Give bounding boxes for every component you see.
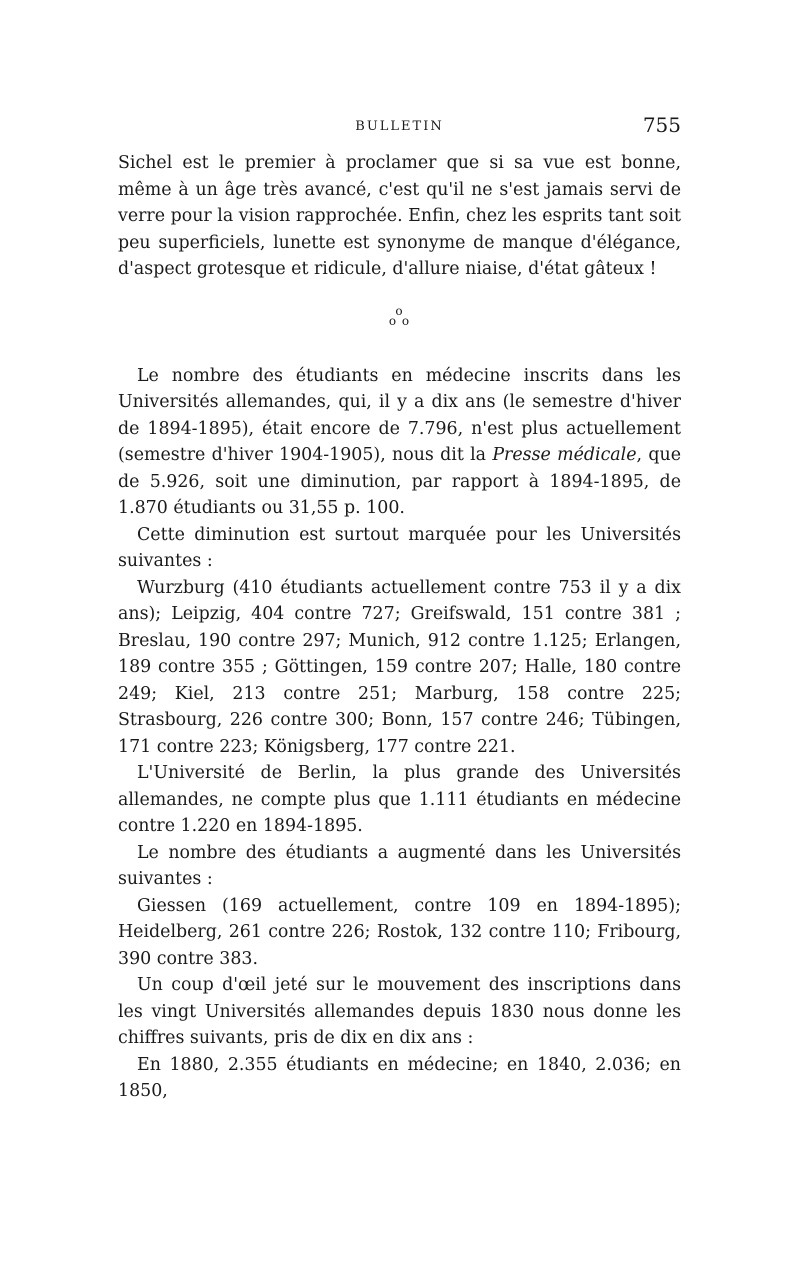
paragraph-6: Le nombre des étudiants a augmenté dans les Universités suivantes : bbox=[118, 842, 681, 889]
running-head: BULLETIN bbox=[355, 119, 444, 134]
paragraph-8: Un coup d'œil jeté sur le mouvement des inscriptions dans les vingt Universités allemandes depuis 1830 nous donne les chiffres suivants, pris de dix en dix ans : bbox=[118, 975, 681, 1048]
page-number: 755 bbox=[642, 113, 681, 137]
body-text bbox=[118, 150, 681, 1105]
paragraph-5: L'Université de Berlin, la plus grande des Universités allemandes, ne compte plus que 1.111 étudiants en médecine contre 1.220 en 1894-1895. bbox=[118, 763, 681, 836]
paragraph-4: Wurzburg (410 étudiants actuellement contre 753 il y a dix ans); Leipzig, 404 contre 727; Greifswald, 151 contre 381 ; Breslau, 190 contre 297; Munich, 912 contre 1.125; Erlangen, 189 contre 355 ; Göttingen, 159 contre 207; Halle, 180 contre 249; Kiel, 213 contre 251; Marburg, 158 contre 225; Strasbourg, 226 contre 300; Bonn, 157 contre 246; Tübingen, 171 contre 223; Königsberg, 177 contre 221. bbox=[118, 577, 681, 757]
section-separator bbox=[118, 283, 681, 363]
separator-bottom: o o bbox=[388, 313, 411, 328]
paragraph-2-before: Le nombre des étudiants en médecine inscrits dans les Universités allemandes, qui, il y a dix ans (le semestre d'hiver de 1894-1895), était encore de 7.796, n'est plus actuellement (semestre d'hiver 1904-1905), nous dit la bbox=[118, 365, 681, 465]
journal-title: Presse médicale bbox=[492, 445, 637, 465]
paragraph-9: En 1880, 2.355 étudiants en médecine; en 1840, 2.036; en 1850, bbox=[118, 1054, 681, 1101]
paragraph-2 bbox=[118, 363, 681, 522]
page-header bbox=[118, 113, 681, 141]
paragraph-3: Cette diminution est surtout marquée pour les Universités suivantes : bbox=[118, 524, 681, 571]
separator-top: o bbox=[395, 303, 404, 318]
paragraph-7: Giessen (169 actuellement, contre 109 en 1894-1895); Heidelberg, 261 contre 226; Rostok, 132 contre 110; Fribourg, 390 contre 383. bbox=[118, 895, 681, 969]
paragraph-2-after: , que de 5.926, soit une diminution, par rapport à 1894-1895, de 1.870 étudiants ou 31,55 p. 100. bbox=[118, 445, 682, 518]
paragraph-1: Sichel est le premier à proclamer que si sa vue est bonne, même à un âge très avancé, c'est qu'il ne s'est jamais servi de verre pour la vision rapprochée. Enfin, chez les esprits tant soit peu superficiels, lunette est synonyme de manque d'élégance, d'aspect grotesque et ridicule, d'allure niaise, d'état gâteux ! bbox=[118, 153, 681, 279]
